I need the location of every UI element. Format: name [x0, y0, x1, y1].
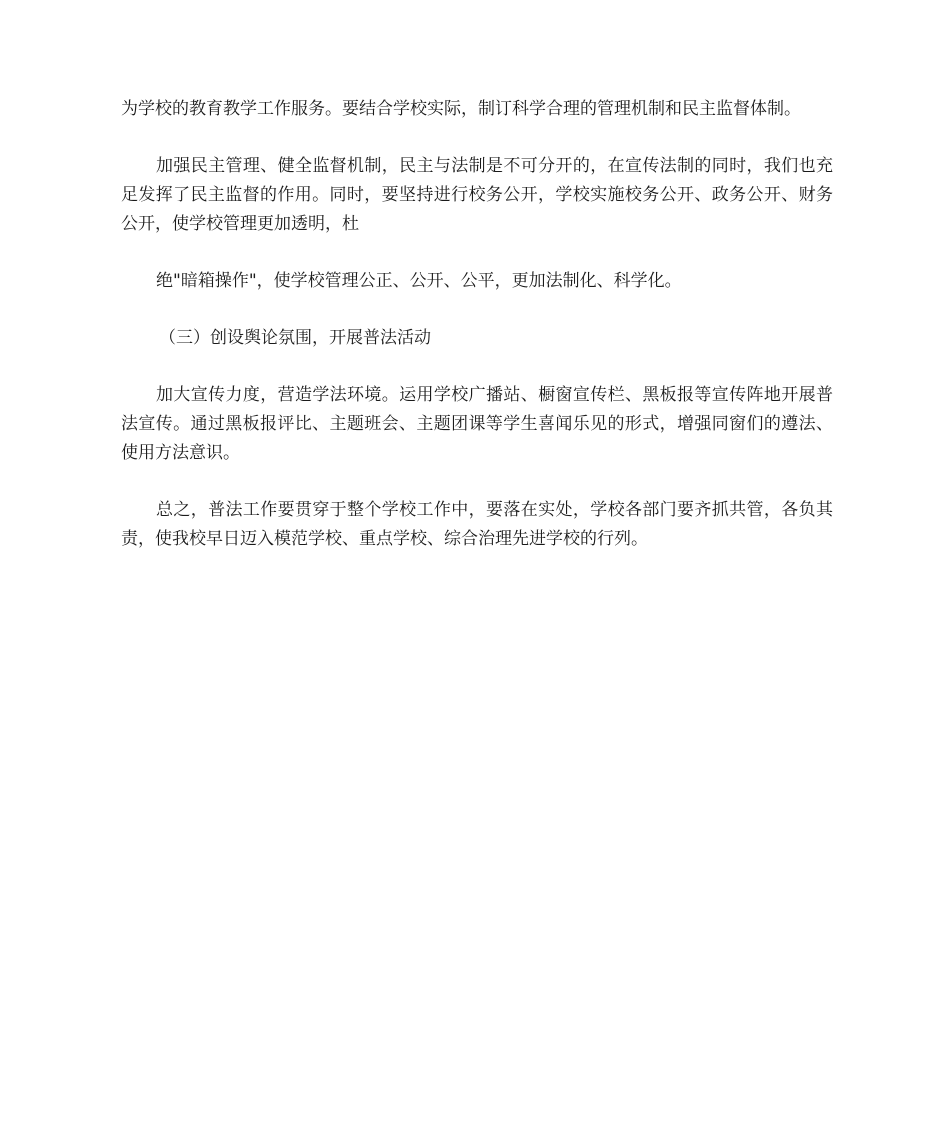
paragraph-democratic-management: 加强民主管理、健全监督机制，民主与法制是不可分开的，在宣传法制的同时，我们也充足发挥了民主监督的作用。同时，要坚持进行校务公开，学校实施校务公开、政务公开、财务公开，使学校管理更加透明，杜 — [121, 156, 833, 234]
document-body — [121, 95, 833, 554]
paragraph-no-backroom-dealing: 绝"暗箱操作"，使学校管理公正、公开、公平，更加法制化、科学化。 — [156, 271, 682, 291]
paragraph-publicity: 加大宣传力度，营造学法环境。运用学校广播站、橱窗宣传栏、黑板报等宣传阵地开展普法宣传。通过黑板报评比、主题班会、主题团课等学生喜闻乐见的形式，增强同窗们的遵法、使用方法意识。 — [121, 385, 833, 463]
section-heading-three: （三）创设舆论氛围，开展普法活动 — [159, 328, 431, 348]
paragraph-continuation: 为学校的教育教学工作服务。要结合学校实际，制订科学合理的管理机制和民主监督体制。 — [121, 99, 801, 119]
paragraph-conclusion: 总之，普法工作要贯穿于整个学校工作中，要落在实处，学校各部门要齐抓共管，各负其责，使我校早日迈入模范学校、重点学校、综合治理先进学校的行列。 — [121, 500, 833, 549]
